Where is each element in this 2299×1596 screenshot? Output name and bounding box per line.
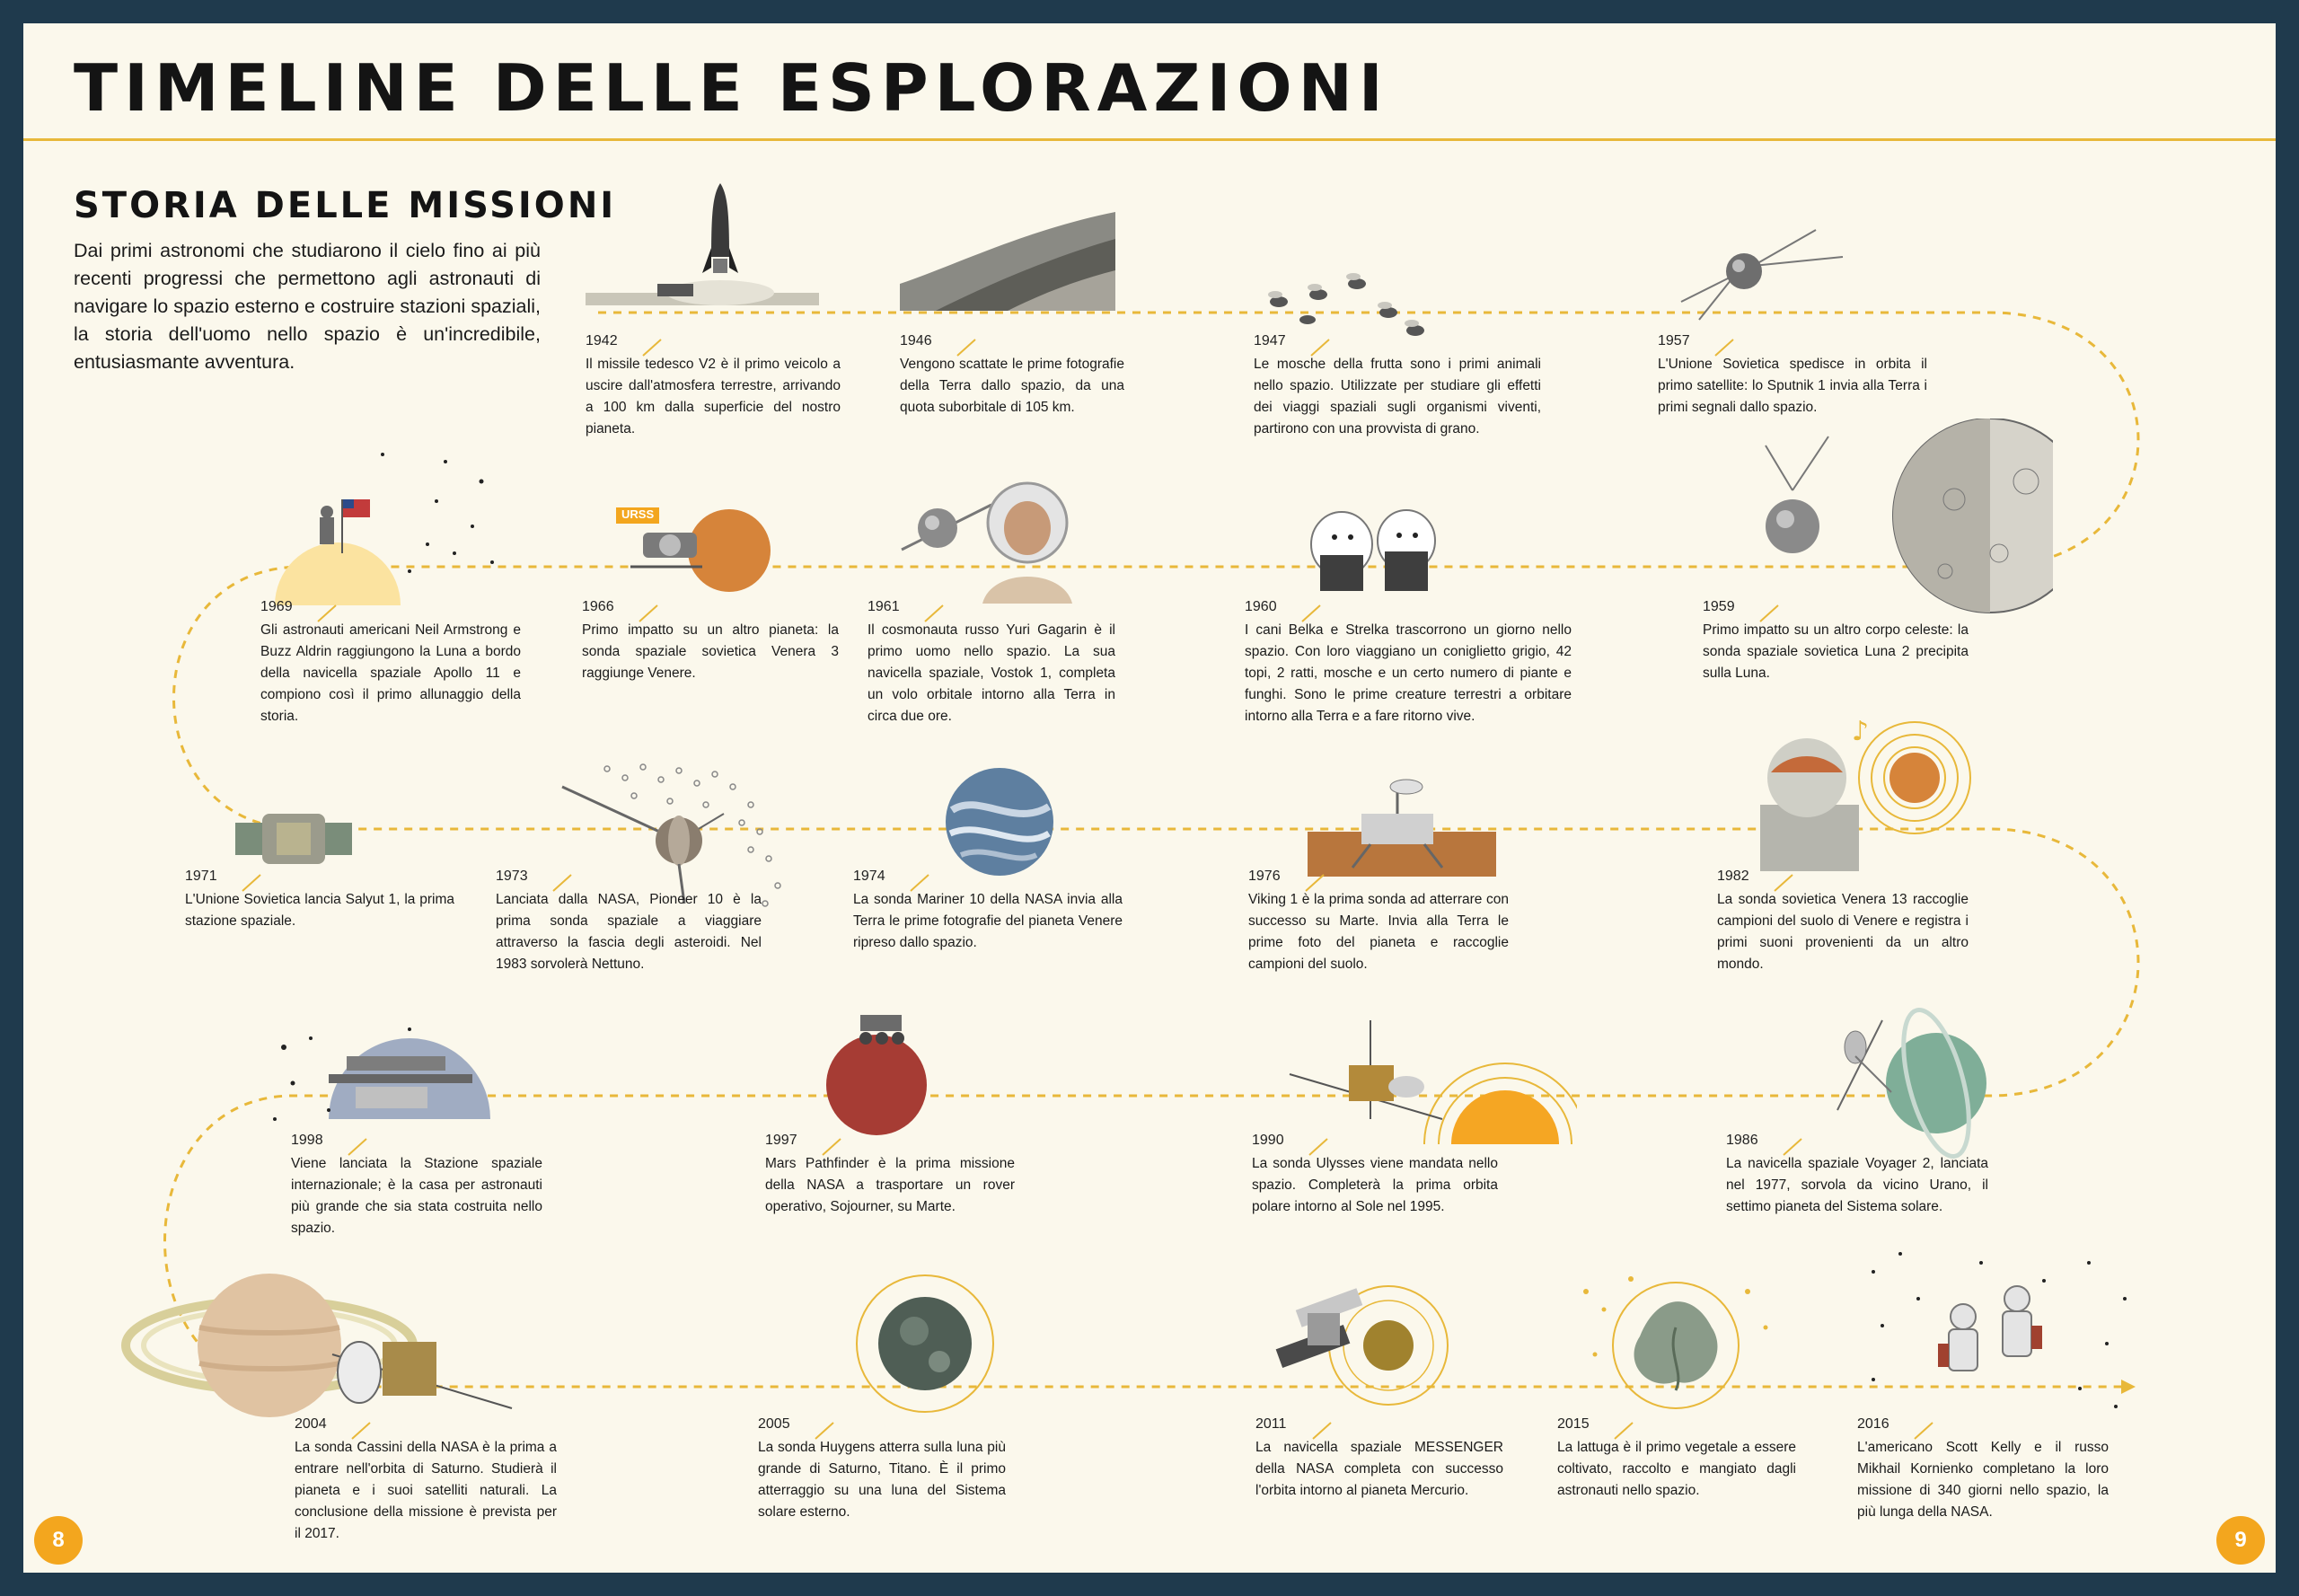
event-year: 1990	[1252, 1133, 1284, 1148]
section-title: STORIA DELLE MISSIONI	[74, 185, 617, 226]
event-year: 2005	[758, 1416, 790, 1432]
event-description: La sonda Mariner 10 della NASA invia alla Terra le prime fotografie del pianeta Venere ripreso dallo spazio.	[853, 892, 1123, 950]
urss-tag: URSS	[621, 507, 655, 521]
year-tick-icon	[641, 338, 663, 357]
messenger-mercury-icon	[1272, 1277, 1460, 1408]
year-tick-icon	[956, 338, 977, 357]
event-description: Gli astronauti americani Neil Armstrong e Buzz Aldrin raggiungono la Luna a bordo della navicella spaziale Apollo 11 e compiono così il primo allunaggio della storia.	[260, 622, 521, 724]
timeline-event-1959	[1703, 598, 1969, 684]
event-year: 1982	[1717, 869, 1749, 884]
event-description: Lanciata dalla NASA, Pioneer 10 è la prima sonda spaziale a viaggiare attraverso la fascia degli asteroidi. Nel 1983 sorvolerà Nettuno.	[496, 892, 762, 972]
iss-icon	[266, 1020, 526, 1128]
event-description: La sonda sovietica Venera 13 raccoglie campioni del suolo di Venere e registra i primi suoni provenienti da un altro mondo.	[1717, 892, 1969, 972]
year-tick-icon	[1304, 873, 1326, 893]
luna-probe-icon	[1730, 419, 2053, 616]
venera-probe-icon	[616, 486, 787, 594]
titan-icon	[853, 1272, 997, 1415]
event-description: Viene lanciata la Stazione spaziale internazionale; è la casa per astronauti più grande che sia stata costruita nello spazio.	[291, 1156, 542, 1236]
event-year: 2011	[1255, 1416, 1287, 1432]
salyut-icon	[232, 796, 357, 877]
event-description: La navicella spaziale MESSENGER della NASA completa con successo l'orbita intorno al pianeta Mercurio.	[1255, 1440, 1503, 1498]
page-number-right: 9	[2216, 1516, 2265, 1565]
year-tick-icon	[814, 1421, 835, 1441]
svg-text:♪: ♪	[1852, 716, 1870, 747]
year-tick-icon	[821, 1137, 842, 1157]
year-tick-icon	[551, 873, 573, 893]
timeline-event-1982	[1717, 868, 1969, 975]
year-tick-icon	[1613, 1421, 1634, 1441]
astronauts-icon	[1864, 1245, 2134, 1424]
page-title: TIMELINE DELLE ESPLORAZIONI	[74, 50, 1389, 126]
event-description: Il cosmonauta russo Yuri Gagarin è il primo uomo nello spazio. La sua navicella spaziale, Vostok 1, completa un volo orbitale intorno alla Terra in circa due ore.	[868, 622, 1115, 724]
year-tick-icon	[347, 1137, 368, 1157]
ulysses-sun-icon	[1281, 1020, 1577, 1146]
year-tick-icon	[316, 604, 338, 623]
gagarin-icon	[893, 469, 1117, 604]
event-description: I cani Belka e Strelka trascorrono un giorno nello spazio. Con loro viaggiano un coniglietto grigio, 42 topi, 2 ratti, mosche e un certo numero di piante e funghi. Sono le prime creature terrestri a orbitare intorno alla Terra e a fare ritorno vive.	[1245, 622, 1572, 724]
timeline-event-1971	[185, 868, 454, 932]
event-description: La sonda Huygens atterra sulla luna più grande di Saturno, Titano. È il primo atterraggio su una luna del Sistema solare esterno.	[758, 1440, 1006, 1520]
event-year: 2004	[295, 1416, 327, 1432]
timeline-event-1942	[586, 332, 841, 440]
year-tick-icon	[638, 604, 659, 623]
timeline-event-1974	[853, 868, 1123, 954]
viking-lander-icon	[1308, 778, 1496, 877]
event-year: 1997	[765, 1133, 797, 1148]
year-tick-icon	[1300, 604, 1322, 623]
event-year: 1959	[1703, 599, 1735, 614]
timeline-event-2016	[1857, 1415, 2109, 1523]
space-dogs-icon	[1299, 490, 1469, 598]
event-year: 1942	[586, 333, 618, 348]
year-tick-icon	[1713, 338, 1735, 357]
event-year: 1976	[1248, 869, 1281, 884]
year-tick-icon	[923, 604, 945, 623]
year-tick-icon	[1773, 873, 1794, 893]
event-year: 1961	[868, 599, 900, 614]
timeline-event-1997	[765, 1132, 1015, 1218]
event-year: 1946	[900, 333, 932, 348]
lettuce-icon	[1577, 1274, 1775, 1414]
event-year: 1986	[1726, 1133, 1758, 1148]
event-description: Le mosche della frutta sono i primi animali nello spazio. Utilizzate per studiare gli effetti dei viaggi spaziali sugli organismi viventi, partirono con una provvista di grano.	[1254, 357, 1541, 436]
timeline-event-1960	[1245, 598, 1572, 727]
timeline-event-1986	[1726, 1132, 1988, 1218]
rocket-icon	[586, 158, 819, 311]
event-description: L'Unione Sovietica spedisce in orbita il primo satellite: lo Sputnik 1 invia alla Terra i primi segnali dallo spazio.	[1658, 357, 1927, 415]
year-tick-icon	[1309, 338, 1331, 357]
timeline-event-1947	[1254, 332, 1541, 440]
event-description: La lattuga è il primo vegetale a essere coltivato, raccolto e mangiato dagli astronauti nello spazio.	[1557, 1440, 1796, 1498]
year-tick-icon	[350, 1421, 372, 1441]
timeline-event-1969	[260, 598, 521, 727]
cassini-saturn-icon	[117, 1274, 530, 1426]
event-year: 1966	[582, 599, 614, 614]
timeline-event-1990	[1252, 1132, 1498, 1218]
timeline-event-2011	[1255, 1415, 1503, 1502]
year-tick-icon	[1311, 1421, 1333, 1441]
event-description: La sonda Ulysses viene mandata nello spazio. Completerà la prima orbita polare intorno al Sole nel 1995.	[1252, 1156, 1498, 1214]
spread-page	[23, 23, 2276, 1573]
venera-probe-group	[616, 486, 787, 598]
sputnik-icon	[1672, 212, 1852, 329]
event-year: 1971	[185, 869, 217, 884]
year-tick-icon	[1913, 1421, 1934, 1441]
year-tick-icon	[1782, 1137, 1803, 1157]
year-tick-icon	[909, 873, 930, 893]
timeline-event-1961	[868, 598, 1115, 727]
intro-paragraph: Dai primi astronomi che studiarono il cielo fino ai più recenti progressi che permettono agli astronauti di navigare lo spazio esterno e costruire stazioni spaziali, la storia dell'uomo nello spazio è un'incredibile, entusiasmante avventura.	[74, 240, 541, 373]
event-description: Primo impatto su un altro pianeta: la sonda spaziale sovietica Venera 3 raggiunge Venere.	[582, 622, 839, 681]
event-year: 1947	[1254, 333, 1286, 348]
year-tick-icon	[1758, 604, 1780, 623]
timeline-event-1976	[1248, 868, 1509, 975]
timeline-event-2015	[1557, 1415, 1796, 1502]
venus-photo-icon	[943, 765, 1056, 878]
page-number-left: 8	[34, 1516, 83, 1565]
timeline-event-1966	[582, 598, 839, 684]
event-description: L'americano Scott Kelly e il russo Mikhail Kornienko completano la loro missione di 340 giorni nello spazio, la più lunga della NASA.	[1857, 1440, 2109, 1520]
event-description: Il missile tedesco V2 è il primo veicolo a uscire dall'atmosfera terrestre, arrivando a 100 km dalla superficie del nostro pianeta.	[586, 357, 841, 436]
event-description: Primo impatto su un altro corpo celeste: la sonda spaziale sovietica Luna 2 precipita sulla Luna.	[1703, 622, 1969, 681]
event-year: 1969	[260, 599, 293, 614]
timeline-event-1957	[1658, 332, 1927, 419]
year-tick-icon	[1308, 1137, 1329, 1157]
event-year: 1974	[853, 869, 885, 884]
event-description: Mars Pathfinder è la prima missione della NASA a trasportare un rover operativo, Sojourner, su Marte.	[765, 1156, 1015, 1214]
event-year: 1957	[1658, 333, 1690, 348]
event-description: Viking 1 è la prima sonda ad atterrare con successo su Marte. Invia alla Terra le prime foto del pianeta e raccoglie campioni del suolo.	[1248, 892, 1509, 972]
year-tick-icon	[241, 873, 262, 893]
event-year: 2016	[1857, 1416, 1889, 1432]
venera13-icon	[1753, 715, 1977, 877]
timeline-event-1946	[900, 332, 1124, 419]
event-description: La sonda Cassini della NASA è la prima a entrare nell'orbita di Saturno. Studierà il pianeta e i suoi satelliti naturali. La conclusione della missione è prevista per il 2017.	[295, 1440, 557, 1541]
event-year: 1960	[1245, 599, 1277, 614]
event-year: 1998	[291, 1133, 323, 1148]
timeline-event-1973	[496, 868, 762, 975]
timeline-event-2005	[758, 1415, 1006, 1523]
event-year: 1973	[496, 869, 528, 884]
moon-landing-icon	[266, 445, 535, 607]
timeline-event-2004	[295, 1415, 557, 1545]
event-year: 2015	[1557, 1416, 1590, 1432]
event-description: L'Unione Sovietica lancia Salyut 1, la prima stazione spaziale.	[185, 892, 454, 929]
mars-rover-icon	[814, 1002, 930, 1137]
event-description: La navicella spaziale Voyager 2, lanciata nel 1977, sorvola da vicino Urano, il settimo pianeta del Sistema solare.	[1726, 1156, 1988, 1214]
earth-photo-icon	[900, 194, 1115, 311]
timeline-event-1998	[291, 1132, 542, 1239]
event-description: Vengono scattate le prime fotografie della Terra dallo spazio, da una quota suborbitale di 105 km.	[900, 357, 1124, 415]
